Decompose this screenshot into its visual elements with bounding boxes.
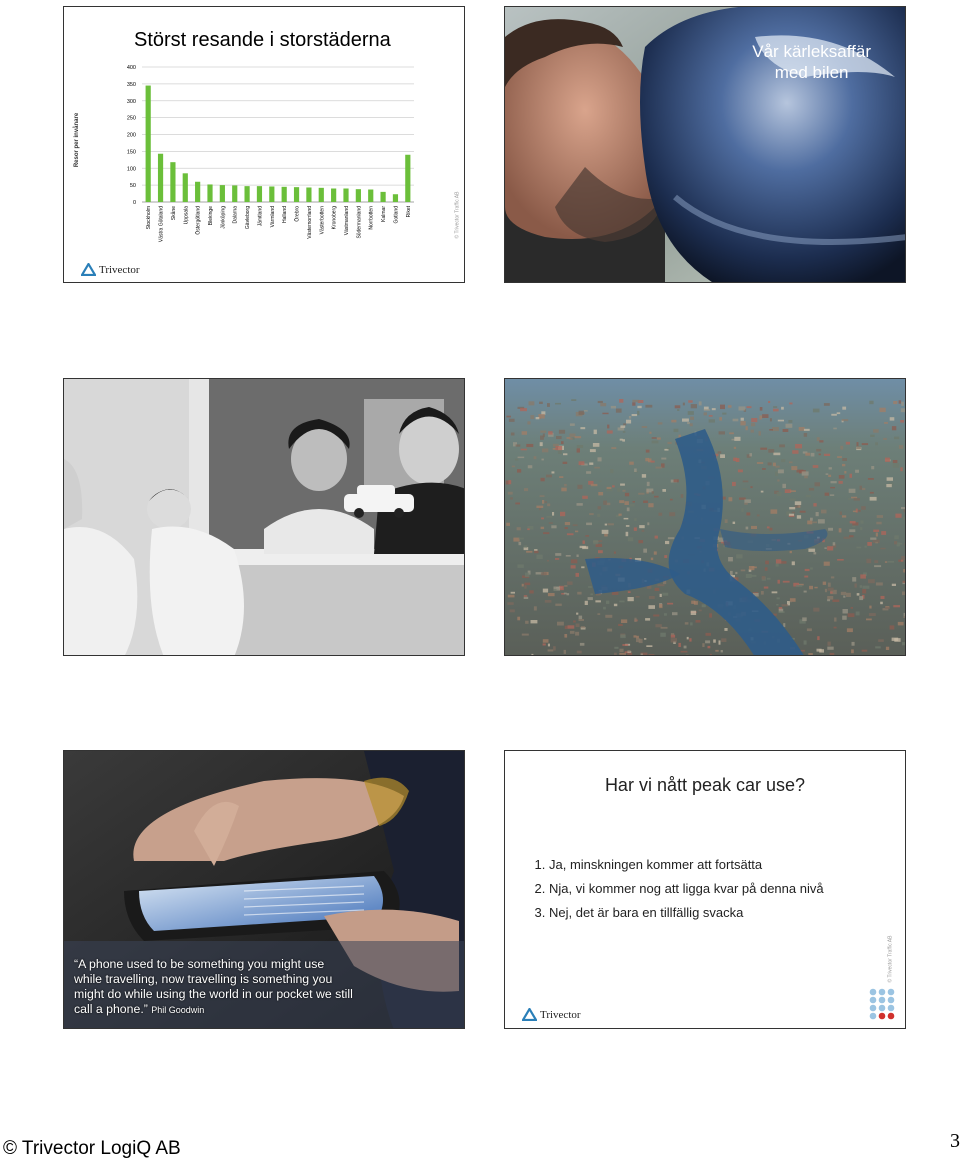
y-tick-label: 350	[126, 81, 136, 88]
chart-bar	[269, 186, 274, 202]
x-tick-label: Dalarna	[232, 206, 239, 224]
slide-title	[752, 41, 871, 83]
quote-text: “A phone used to be something you might use while travelling, now travelling is something you might do while using the world in our pocket we still call a phone.”	[74, 957, 353, 1016]
x-tick-label: Norrbotten	[368, 206, 375, 230]
x-tick-label: Blekinge	[208, 206, 214, 226]
y-tick-label: 250	[126, 115, 136, 122]
slide-tablet-quote	[63, 750, 465, 1029]
trivector-logo	[81, 263, 140, 276]
trivector-logo-icon	[81, 263, 96, 276]
x-tick-label: Gotland	[393, 206, 400, 224]
x-tick-label: Värmland	[269, 206, 276, 228]
aerial-city-photo	[505, 379, 906, 656]
slide-aerial-photo	[504, 378, 906, 656]
chart-bar	[232, 185, 237, 202]
chart-bar	[207, 184, 212, 202]
x-tick-label: Västernorrland	[306, 206, 313, 239]
x-tick-label: Östergötland	[195, 206, 202, 235]
quote-author: Phil Goodwin	[151, 1005, 205, 1015]
chart-bar	[158, 154, 163, 202]
chart-bar	[244, 186, 249, 202]
y-tick-label: 400	[126, 65, 136, 71]
chart-bar	[331, 189, 336, 203]
chart-bar	[380, 192, 385, 202]
chart-bar	[170, 162, 175, 202]
chart-bar	[220, 185, 225, 202]
x-tick-label: Kalmar	[381, 206, 388, 222]
x-tick-label: Örebro	[294, 206, 301, 222]
list-item: 3. Nej, det är bara en tillfällig svacka	[549, 901, 824, 925]
footer-copyright: © Trivector LogiQ AB	[3, 1138, 181, 1159]
dot-grid-logo	[868, 987, 898, 1021]
quote-block	[74, 957, 354, 1018]
chart-bar	[257, 186, 262, 202]
chart-bar	[356, 189, 361, 202]
slide-title-line2: med bilen	[774, 63, 849, 82]
chart-bar	[282, 187, 287, 202]
slide-chart	[63, 6, 465, 283]
trivector-logo-text: Trivector	[99, 263, 140, 276]
bar-chart	[64, 7, 465, 283]
trivector-logo-text: Trivector	[540, 1008, 581, 1021]
x-tick-label: Västra Götaland	[158, 206, 165, 243]
chart-title: Störst resande i storstäderna	[134, 29, 391, 51]
x-tick-label: Jönköping	[220, 206, 227, 229]
trivector-logo-icon	[522, 1008, 537, 1021]
x-tick-label: Södermanland	[356, 206, 363, 239]
chart-bar	[319, 188, 324, 202]
y-tick-label: 100	[126, 166, 136, 173]
chart-bar	[343, 189, 348, 203]
slide-title: Har vi nått peak car use?	[604, 775, 806, 795]
x-tick-label: Uppsala	[183, 206, 190, 225]
chart-y-axis-label: Resor per invånare	[74, 112, 81, 168]
slide-car-love	[504, 6, 906, 283]
y-tick-label: 300	[126, 98, 136, 105]
trivector-logo	[522, 1008, 581, 1021]
y-tick-label: 50	[129, 183, 136, 190]
x-tick-label: Skåne	[170, 206, 177, 221]
family-toy-car-photo	[64, 379, 465, 656]
chart-bar	[183, 173, 188, 202]
y-tick-label: 200	[126, 132, 136, 139]
list-item: 2. Nja, vi kommer nog att ligga kvar på denna nivå	[549, 877, 824, 901]
list-item: 1. Ja, minskningen kommer att fortsätta	[549, 853, 824, 877]
x-tick-label: Halland	[282, 206, 289, 223]
x-tick-label: Kronoberg	[331, 206, 338, 230]
slide-watermark: © Trivector Traffic AB	[887, 935, 894, 983]
chart-bar	[306, 187, 311, 202]
chart-bar	[195, 182, 200, 202]
chart-bar	[405, 155, 410, 202]
x-tick-label: Västmanland	[344, 206, 350, 236]
slide-watermark: © Trivector Traffic AB	[454, 191, 461, 239]
chart-bar	[146, 86, 151, 202]
page-number: 3	[950, 1130, 960, 1152]
x-tick-label: Västerbotten	[319, 206, 326, 235]
slide-peak-car	[504, 750, 906, 1029]
answer-list	[531, 853, 824, 925]
x-tick-label: Gävleborg	[245, 206, 252, 230]
x-tick-label: Riket	[405, 206, 412, 218]
chart-bar	[368, 190, 373, 202]
y-tick-label: 0	[132, 200, 136, 206]
y-tick-label: 150	[126, 149, 136, 156]
x-tick-label: Stockholm	[146, 206, 153, 230]
chart-bar	[393, 194, 398, 202]
x-tick-label: Jämtland	[257, 206, 264, 227]
slide-bw-photo	[63, 378, 465, 656]
chart-bar	[294, 187, 299, 202]
slide-title-line1: Vår kärleksaffär	[752, 42, 871, 61]
